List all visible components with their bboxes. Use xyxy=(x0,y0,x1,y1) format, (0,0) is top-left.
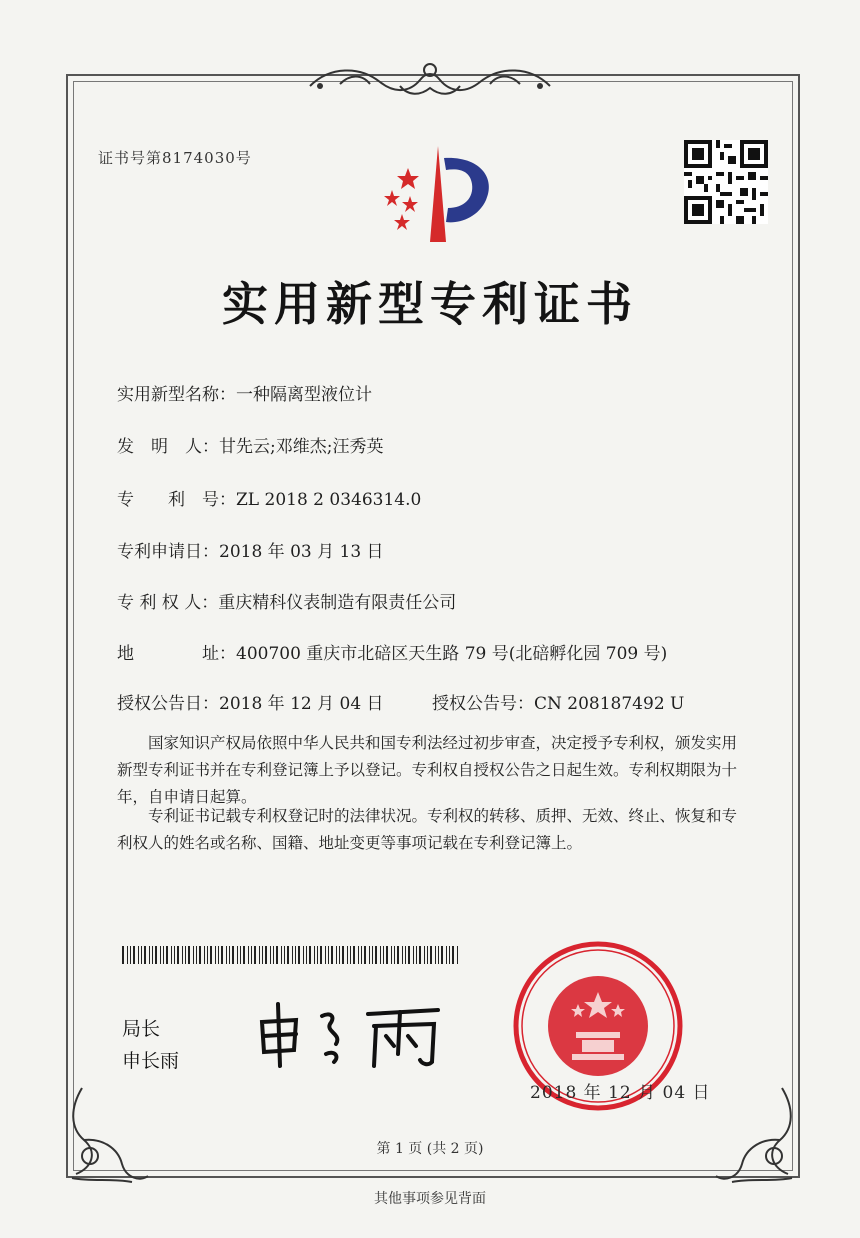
field-announce-date xyxy=(117,689,384,714)
bottom-left-ornament xyxy=(62,1078,152,1188)
field-value: CN 208187492 U xyxy=(534,694,685,714)
field-label: 地 址： xyxy=(117,644,236,664)
handwritten-signature xyxy=(250,992,450,1072)
seal-date: 2018 年 12 月 04 日 xyxy=(530,1083,711,1103)
legal-paragraph-1: 国家知识产权局依照中华人民共和国专利法经过初步审查，决定授予专利权，颁发实用新型专利证书并在专利登记簿上予以登记。专利权自授权公告之日起生效。专利权期限为十年，自申请日起算。 xyxy=(117,734,738,806)
field-label: 授权公告号： xyxy=(432,694,534,714)
field-patent-number xyxy=(117,485,421,510)
field-inventors xyxy=(117,432,383,457)
field-label: 授权公告日： xyxy=(117,694,219,714)
qr-code xyxy=(684,140,768,224)
field-value: 2018 年 12 月 04 日 xyxy=(219,694,384,714)
certificate-title: 实用新型专利证书 xyxy=(222,277,638,331)
patent-office-logo-icon xyxy=(368,138,498,248)
barcode xyxy=(122,946,460,964)
field-patentee xyxy=(117,588,456,613)
page-number: 第 1 页 (共 2 页) xyxy=(376,1141,484,1157)
field-label: 实用新型名称： xyxy=(117,385,236,405)
signatory-title: 局长 xyxy=(122,1018,161,1040)
field-label: 专 利 权 人： xyxy=(117,593,219,613)
field-utility-model-name xyxy=(117,380,372,405)
field-value: 2018 年 03 月 13 日 xyxy=(219,542,384,562)
certificate-number: 证书号第8174030号 xyxy=(98,149,252,167)
signatory-name: 申长雨 xyxy=(122,1050,180,1072)
field-value: ZL 2018 2 0346314.0 xyxy=(236,490,422,510)
top-ornament xyxy=(300,56,560,102)
footer-note: 其他事项参见背面 xyxy=(374,1191,486,1207)
field-address xyxy=(117,639,667,664)
bottom-right-ornament xyxy=(712,1078,802,1188)
field-value: 甘先云;邓维杰;汪秀英 xyxy=(219,437,384,457)
field-value: 重庆精科仪表制造有限责任公司 xyxy=(218,593,457,613)
field-label: 专 利 号： xyxy=(117,490,236,510)
field-announce-number xyxy=(432,689,684,714)
field-value: 400700 重庆市北碚区天生路 79 号(北碚孵化园 709 号) xyxy=(236,644,668,664)
field-value: 一种隔离型液位计 xyxy=(236,385,372,405)
legal-paragraph-2: 专利证书记载专利权登记时的法律状况。专利权的转移、质押、无效、终止、恢复和专利权人的姓名或名称、国籍、地址变更等事项记载在专利登记簿上。 xyxy=(117,807,738,852)
field-label: 专利申请日： xyxy=(117,542,219,562)
field-filing-date xyxy=(117,537,384,562)
field-label: 发 明 人： xyxy=(117,437,219,457)
